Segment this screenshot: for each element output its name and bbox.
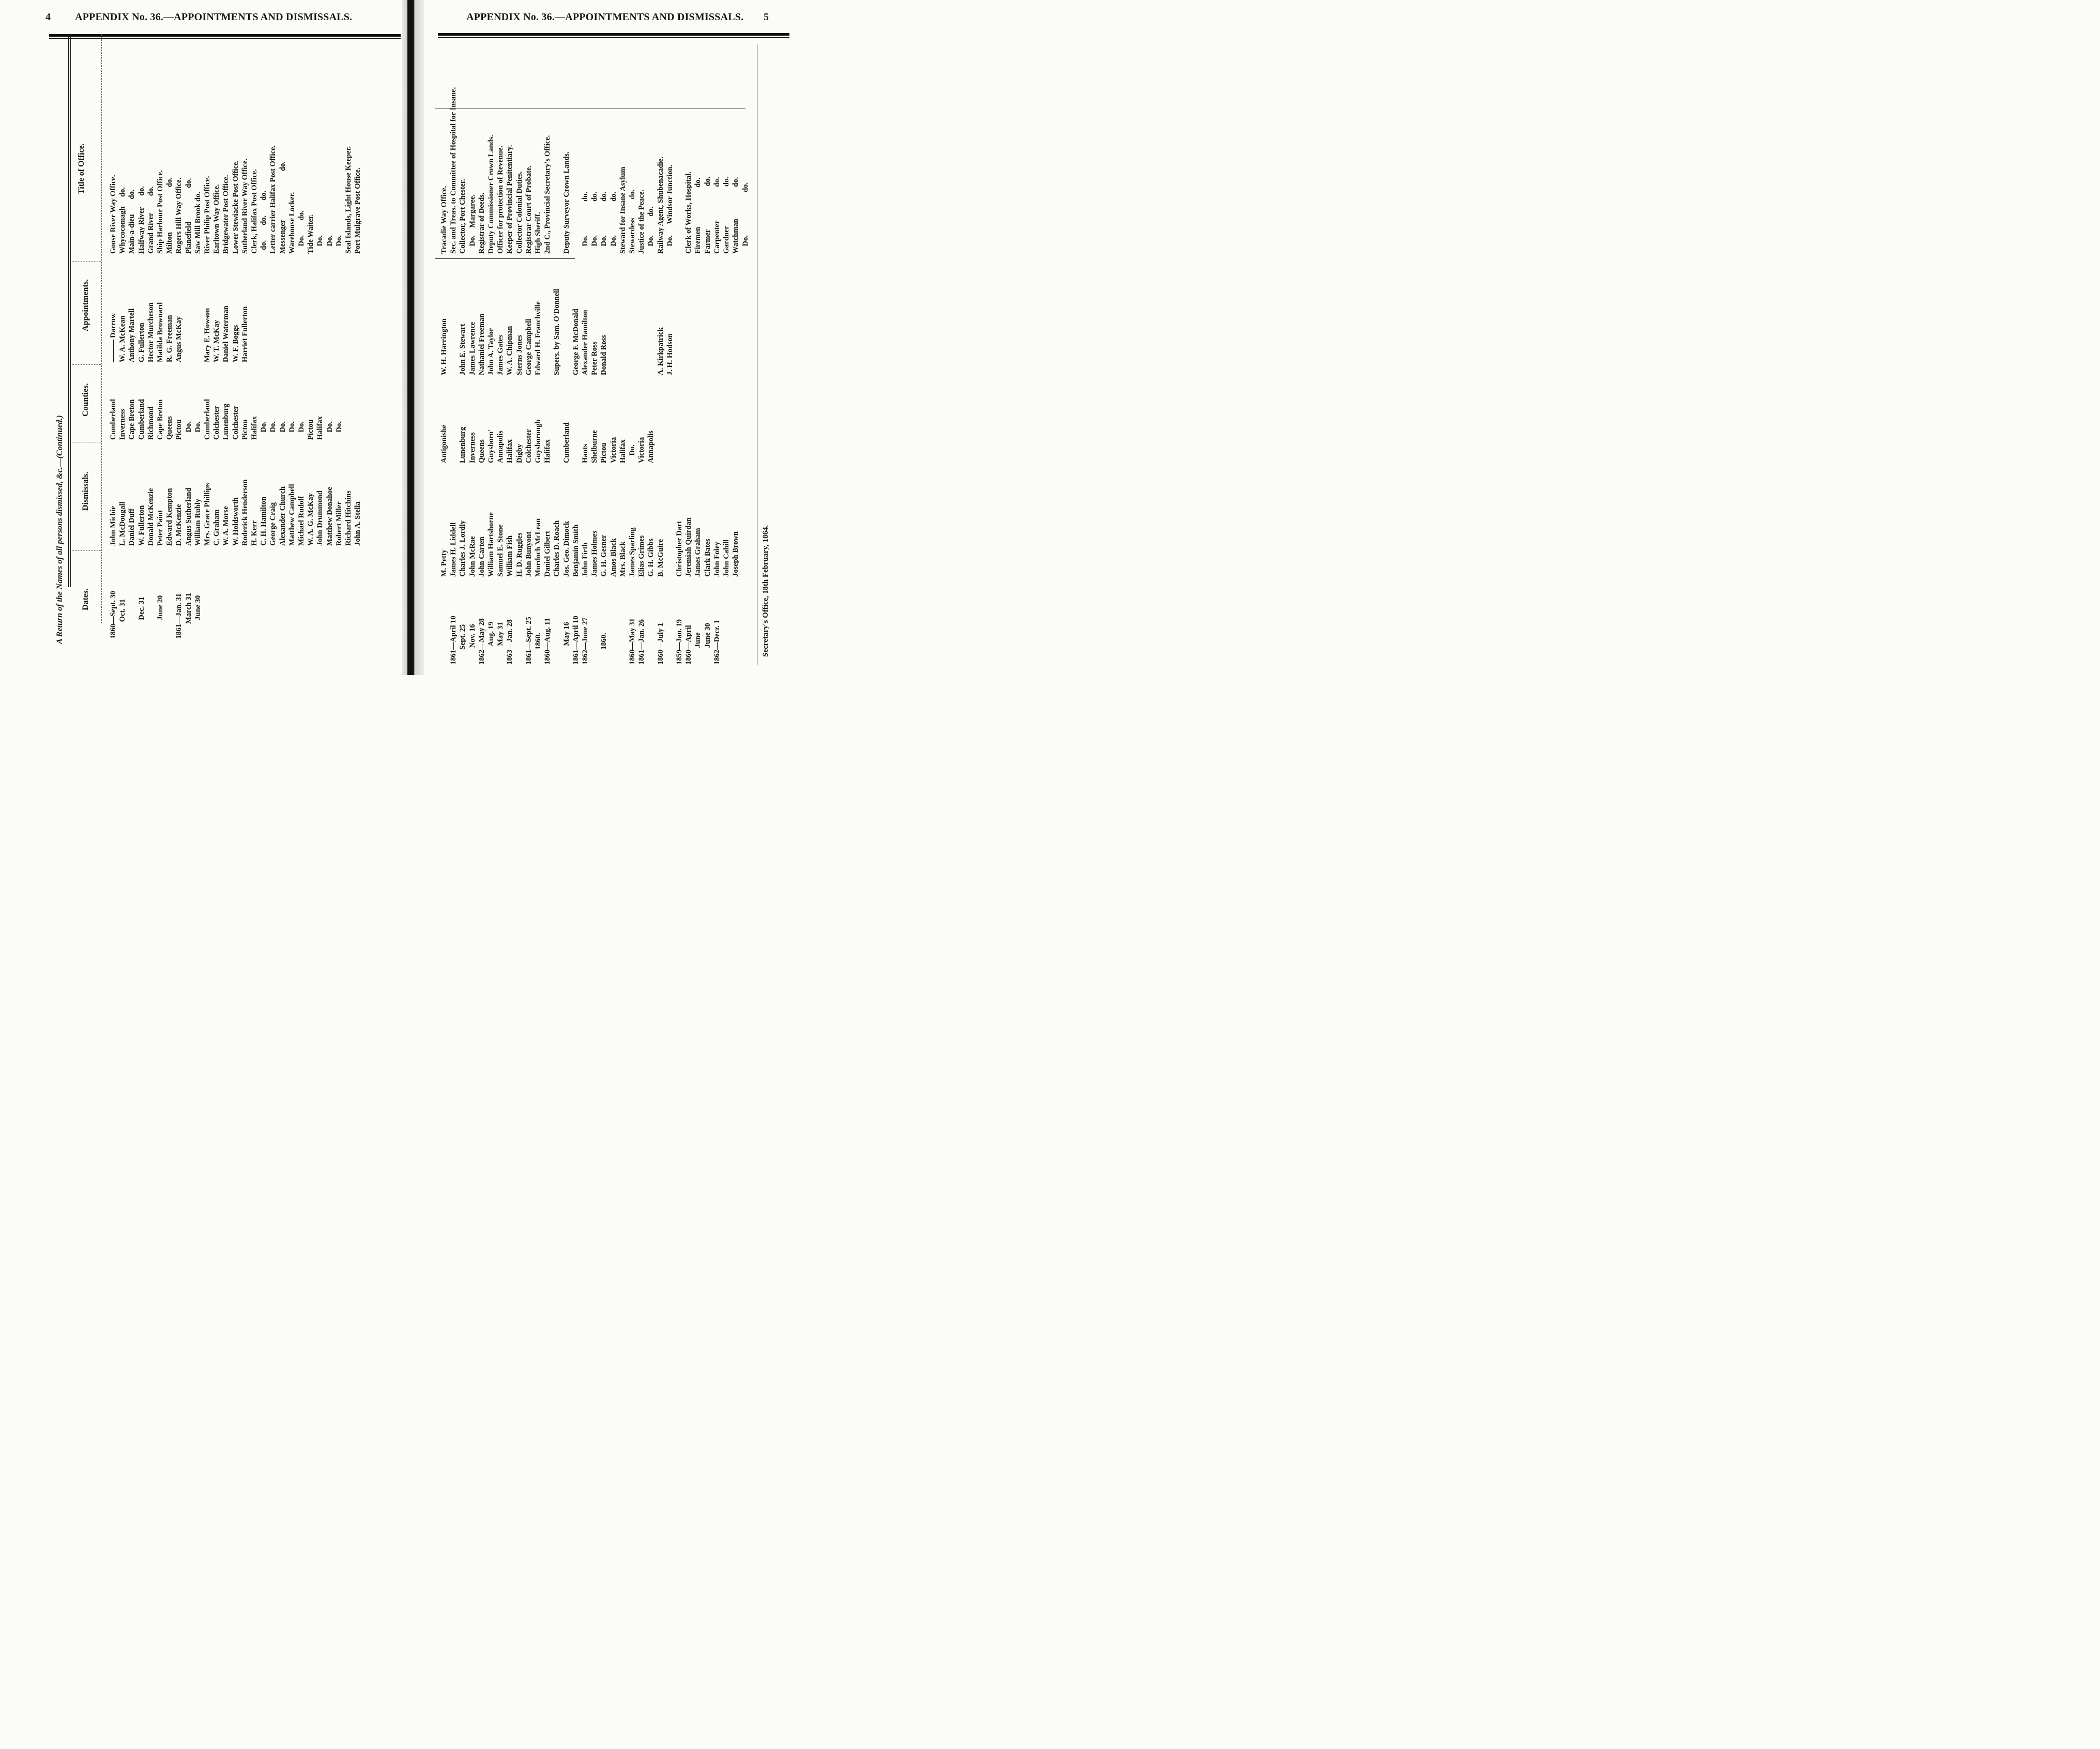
counties-column-right: Antigonishe Lunenburg Inverness Queens Guysboro' Annapolis Halifax Digby Colchester Guysborough Halifax Cumberland Hants Shelburne Pictou Victoria Halifax Do. Victoria Annapolis [440, 419, 656, 463]
dates-column: 1860—Sept. 30 Oct. 31 Dec. 31 June 20 1861—Jan. 31 March 31 June 30 [109, 591, 202, 639]
dismissals-column-right: M. Petty James H. Liddell Charles J. Lordly John McRae John Carten William Hartshorne Samuel E. Stone William Fish H. D. Ruggles John Bunyont Murdoch McLean Daniel Gilbert Charles D. Roach Jos. Geo. Dimock Benjamin Smith John Firth James Holmes G. H. Gesner Amos Black Mrs. Black James Sparling Elias Grimes G. H. Gibbs B. McGuire Christopher Dart Jeremiah Quirdan James Graham Clark Bates John Foley John Cahill Joseph Brown [440, 512, 740, 577]
table-top-rule-2 [70, 34, 71, 587]
office-column: Goose River Way Office. Whycocomagh do. Main-a-dieu do. Halfway River do. Grand River do. Ship Harbour Post Office. Milton do. Rogers Hill Way Office. Planefield do. Saw Mill Brook do. River Philip Post Office. Earltown Way Office. Bridgewater Post Office. Lower Stewiacke Post Office. Sutherland River Way Office. Clerk, Halifax Post Office. do. do. do. Letter carrier Halifax Post Office. Messenger do. Warehouse Locker. Do. do. Tide Waiter. Do. Do. Do. Seal Islands, Light House Keeper. Port Mulgrave Post Office. [109, 145, 362, 254]
counties-column: Cumberland Inverness Cape Breton Cumberland Richmond Cape Breton Queens Pictou Do. Do. Cumberland Colchester Lunenburg Colchester Pictou Halifax Do. Do. Do. Do. Do. Pictou Halifax Do. Do. [109, 399, 343, 440]
appointments-column-right: W. H. Harrington John E. Stewart James Lawrence Nathaniel Freeman John A. Taylor James Gates W. A. Chipman Sterns Jones George Campbell Edward H. Franchville Supers. by Sam. O'Donnell George F. McDonald Alexander Hamilton Peter Ross Donald Ross A. Kirkpatrick J. H. Hodson [440, 288, 674, 375]
col-header-dismissals: Dismissals. [81, 471, 90, 511]
dates-column-right: 1861—April 10 Sept. 25 Nov. 16 1862—May 28 Aug. 19 May 31 1863—Jan. 28 1861—Sept. 25 1860. 1860—Aug. 11 May 16 1861—April 10 1862—June 27 1860. 1860—May 31 1861—Jan. 26 1860—July 1 1859—Jan. 19 1860—April June June 30 1862—Decr. 1 [449, 616, 721, 665]
running-head-left: APPENDIX No. 36.—APPOINTMENTS AND DISMISSALS. [75, 11, 353, 23]
office-column-right: Tracadie Way Office. Sec. and Treas. to Committee of Hospital for Insane. Collector, Port Chester. Do. Margaree. Registrar of Deeds. Deputy Commissioner Crown Lands. Officer for protection of Revenue. Keeper of Provincial Penitentiary. Collector Colonial Duties. Registrar Court of Probate. High Sheriff. 2nd C., Provincial Secretary's Office. Deputy Surveyor Crown Lands. Do. do. Do. do. Do. do. Do. do. Steward for Insane Asylum Stewardess do. Justice of the Peace. Do. do. Railway Agent, Shubenacadie. Do. Windsor Junction. Clerk of Works, Hospital. Firemen do. Farmer do. Carpenter do. Gardner do. Watchman do. Do. do. [440, 87, 750, 254]
header-bottom-rule [101, 34, 102, 623]
dismissals-column: John Michie L. McDougall Daniel Duff W. Fullerton Donald McKenzie Peter Paint Edward Kempton D. McKenzie Angus Sutherland William Rubly Mrs. Grace Phillips C. Graham W. A. Morse W. Holdsworth Roderick Henderson H. Kerr C. H. Hamilton George Craig Alexander Church Matthew Campbell Michael Rudolf W. A. G. McKay John Drummond Matthew Donahoe Robert Miller Richard Hitchins John A. Stella [109, 479, 362, 546]
col-header-office: Title of Office. [77, 143, 86, 194]
page-number-left: 4 [45, 11, 51, 23]
col-header-counties: Counties. [81, 383, 90, 417]
rotated-table-right [425, 0, 811, 675]
book-gutter [402, 0, 424, 675]
right-page [425, 0, 811, 675]
header-divider [72, 550, 101, 551]
page-number-right: 5 [764, 11, 769, 23]
running-head-right: APPENDIX No. 36.—APPOINTMENTS AND DISMISSALS. [466, 11, 744, 23]
left-page [0, 0, 401, 675]
rotated-table-left [0, 0, 401, 675]
table-title: A Return of the Names of all persons dismissed, &c.—(Continued.) [55, 415, 64, 644]
header-divider [72, 364, 101, 365]
col-header-appointments: Appointments. [81, 279, 90, 331]
signature-line: Secretary's Office, 18th February, 1864. [762, 525, 770, 657]
header-divider [72, 261, 101, 262]
col-header-dates: Dates. [81, 588, 90, 610]
table-top-rule [68, 34, 69, 587]
appointments-column: ——— Darrow W. A. McKean Anthony Martell G. Fullerton Hector Murcheson Matilda Brownard R. G. Freeman Angus McKay Mary E. Howson W. T. McKay Daniel Waterman W. F. Boggs Harriet Fullerton [109, 302, 249, 362]
column-divider [435, 258, 575, 259]
